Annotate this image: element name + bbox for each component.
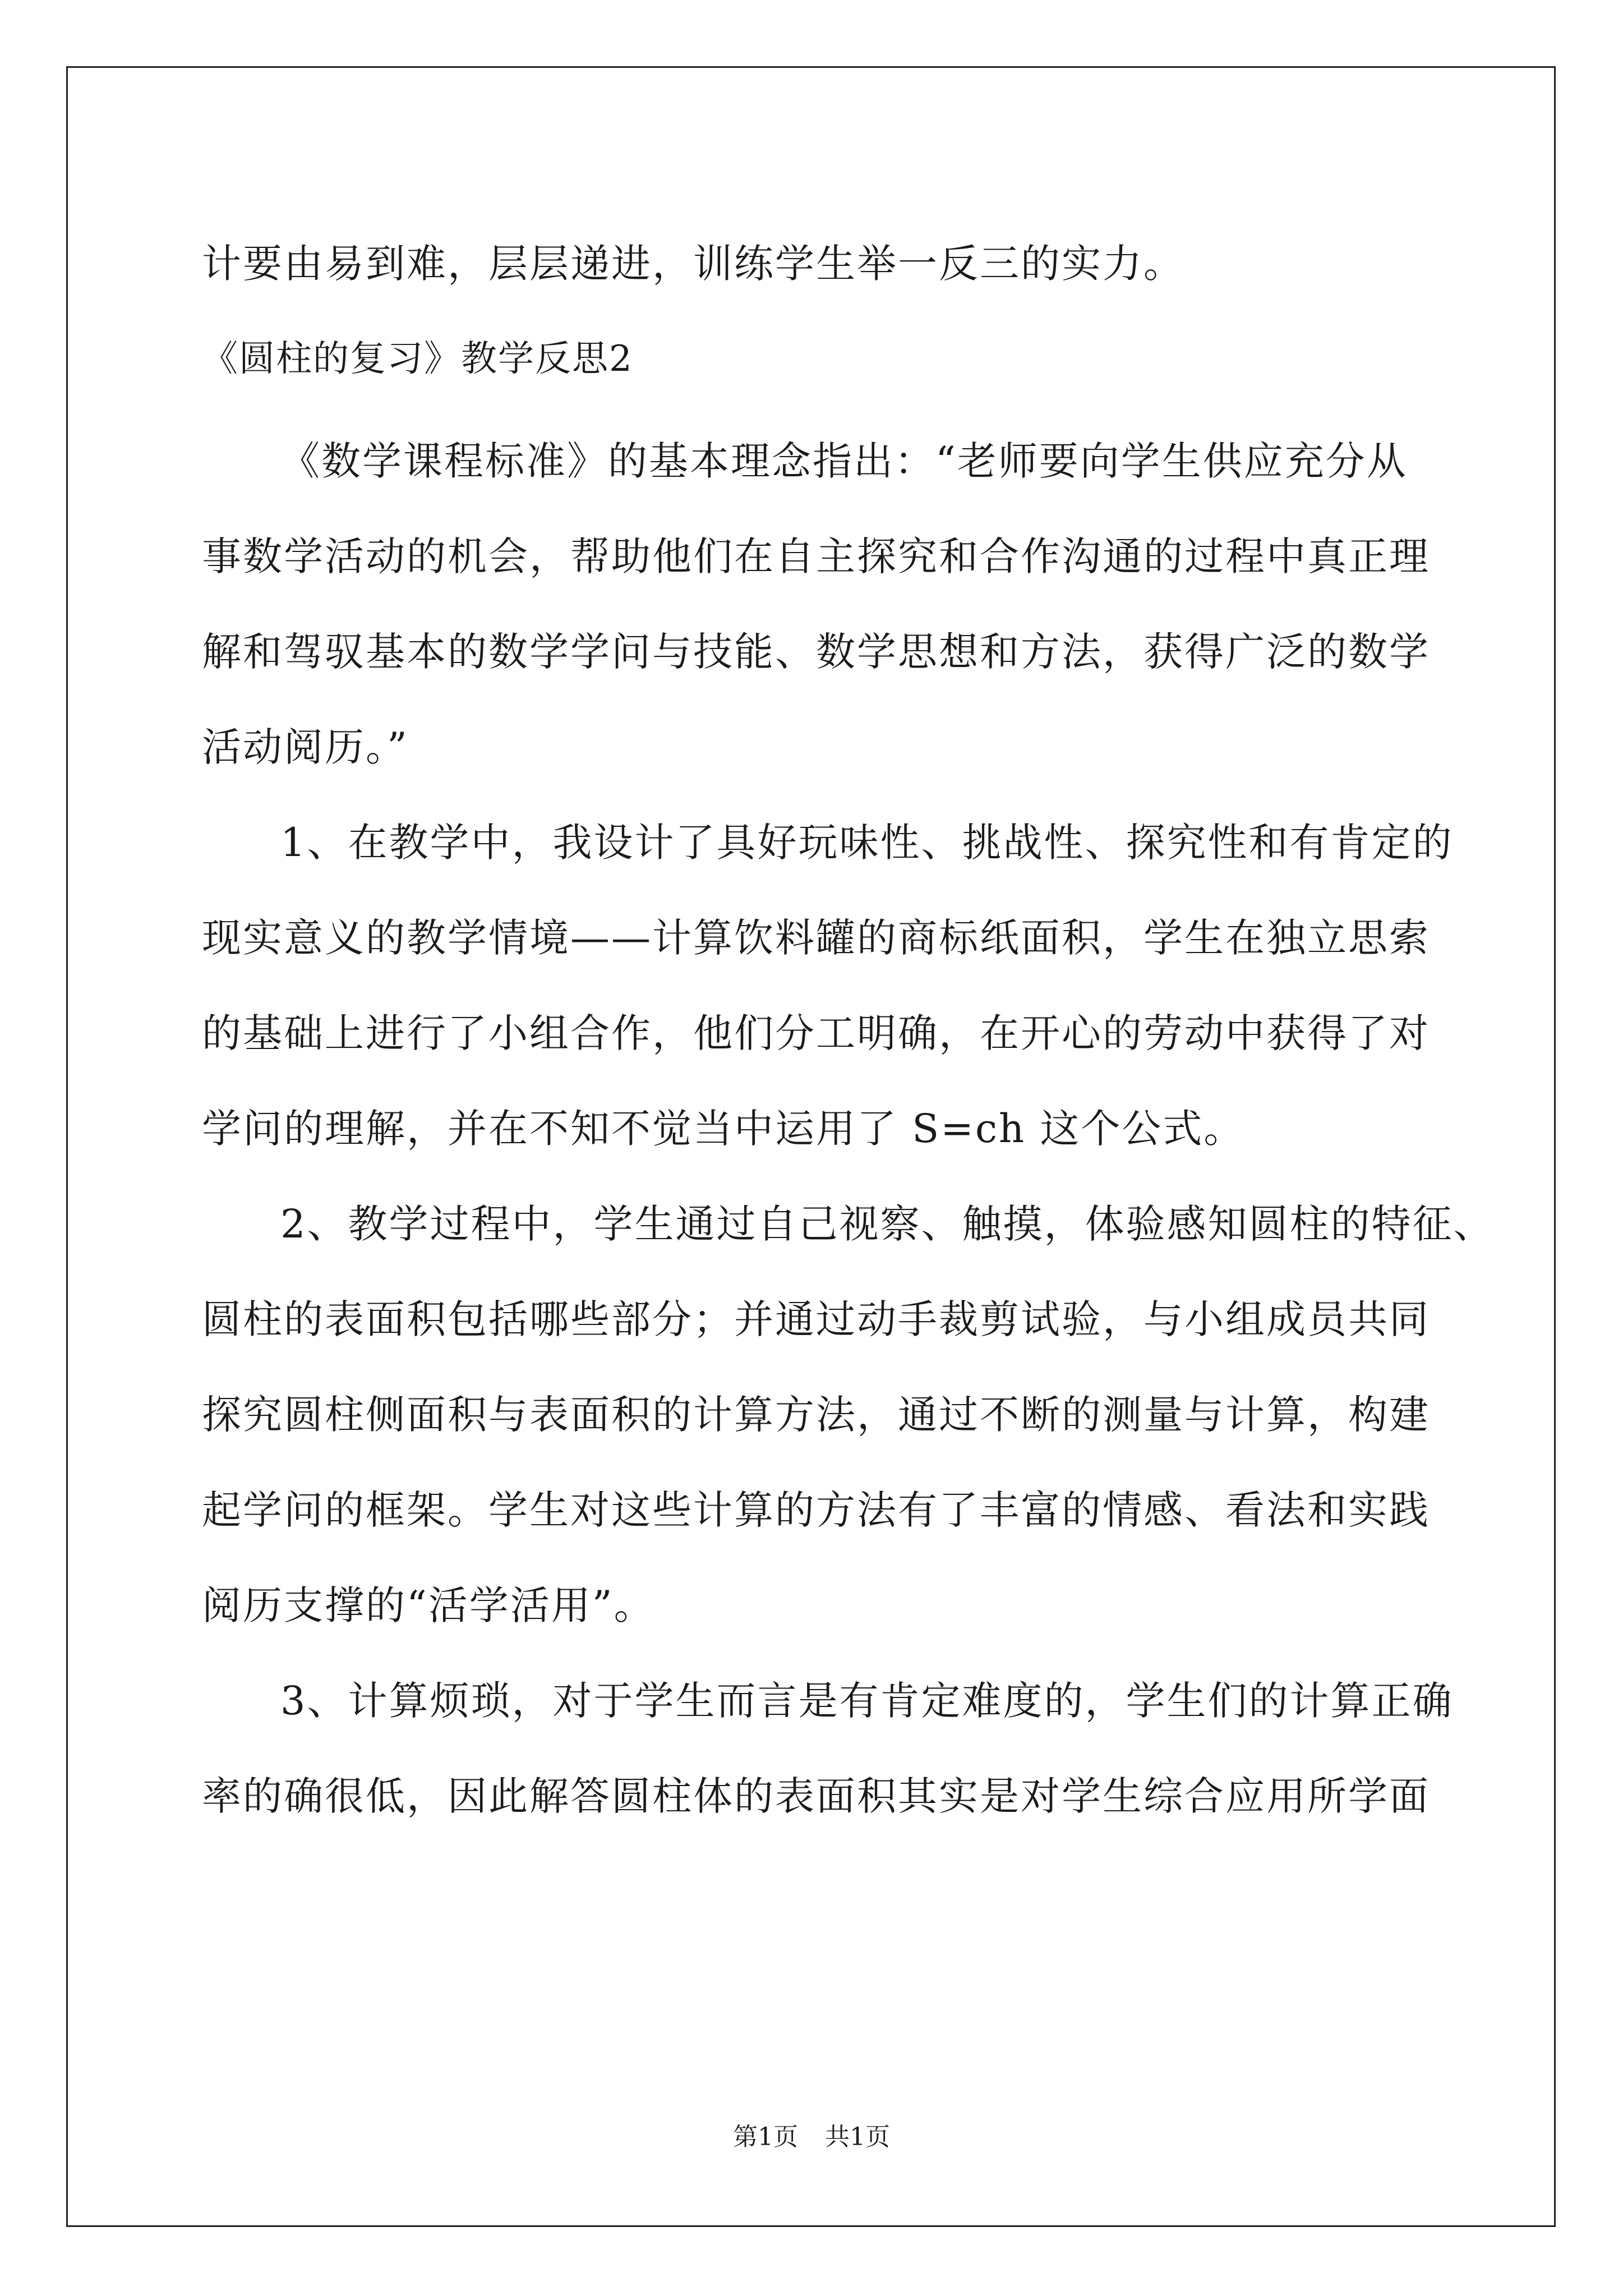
paragraph-3-line-2: 圆柱的表面积包括哪些部分；并通过动手裁剪试验，与小组成员共同: [202, 1296, 1430, 1342]
paragraph-1-line-1: 《数学课程标准》的基本理念指出：“老师要向学生供应充分从: [280, 438, 1408, 484]
page-footer: [0, 2120, 1623, 2154]
paragraph-1-line-4: 活动阅历。”: [202, 724, 409, 770]
paragraph-2-line-1: 1、在教学中，我设计了具好玩味性、挑战性、探究性和有肯定的: [280, 820, 1454, 866]
paragraph-2-line-2: 现实意义的教学情境——计算饮料罐的商标纸面积，学生在独立思索: [202, 915, 1430, 961]
paragraph-4-line-1: 3、计算烦琐，对于学生而言是有肯定难度的，学生们的计算正确: [280, 1678, 1454, 1724]
document-body: [202, 216, 1495, 1844]
paragraph-3-line-4: 起学问的框架。学生对这些计算的方法有了丰富的情感、看法和实践: [202, 1487, 1430, 1533]
paragraph-2-line-3: 的基础上进行了小组合作，他们分工明确，在开心的劳动中获得了对: [202, 1010, 1430, 1056]
page-number: 第1页: [733, 2123, 798, 2151]
paragraph-2-line-4: 学问的理解，并在不知不觉当中运用了 S=ch 这个公式。: [202, 1106, 1245, 1152]
paragraph-1-line-3: 解和驾驭基本的数学学问与技能、数学思想和方法，获得广泛的数学: [202, 629, 1430, 675]
paragraph-3-line-5: 阅历支撑的“活学活用”。: [202, 1582, 655, 1628]
paragraph-1-line-2: 事数学活动的机会，帮助他们在自主探究和合作沟通的过程中真正理: [202, 533, 1430, 579]
section-heading: 《圆柱的复习》教学反思2: [202, 338, 633, 380]
paragraph-4-line-2: 率的确很低，因此解答圆柱体的表面积其实是对学生综合应用所学面: [202, 1773, 1430, 1819]
paragraph-3-line-3: 探究圆柱侧面积与表面积的计算方法，通过不断的测量与计算，构建: [202, 1392, 1430, 1438]
text-line-1: 计要由易到难，层层递进，训练学生举一反三的实力。: [202, 241, 1184, 287]
paragraph-3-line-1: 2、教学过程中，学生通过自己视察、触摸，体验感知圆柱的特征、: [280, 1201, 1495, 1247]
page-total: 共1页: [825, 2123, 890, 2151]
